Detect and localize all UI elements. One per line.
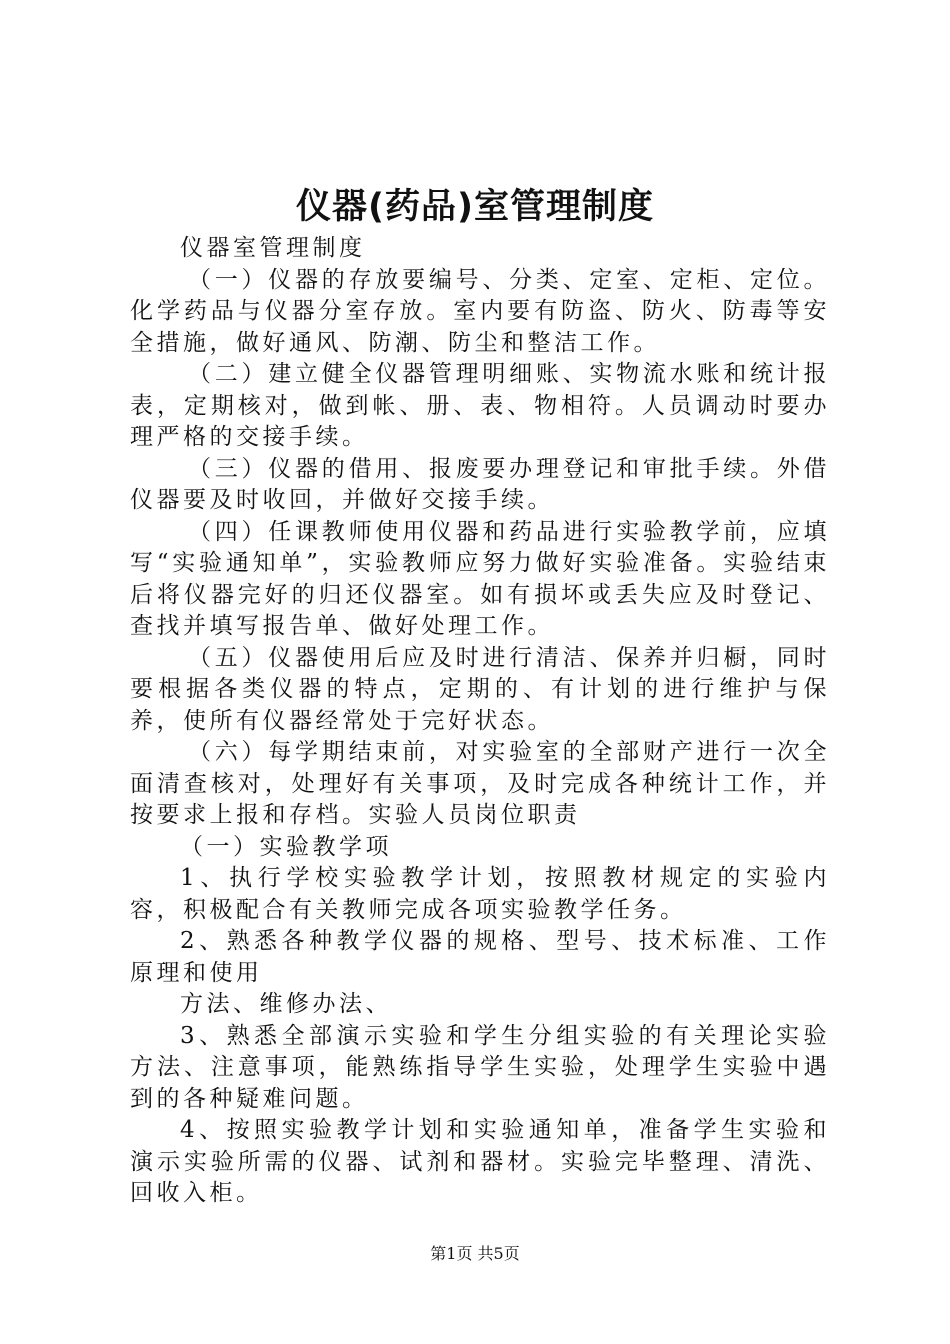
paragraph: （六）每学期结束前，对实验室的全部财产进行一次全面清查核对，处理好有关事项，及时完成各种统计工作，并按要求上报和存档。实验人员岗位职责	[130, 739, 830, 828]
section-heading: 仪器室管理制度	[180, 235, 366, 261]
list-item: 2、熟悉各种教学仪器的规格、型号、技术标准、工作原理和使用	[130, 928, 830, 986]
paragraph: （五）仪器使用后应及时进行清洁、保养并归橱，同时要根据各类仪器的特点，定期的、有计划的进行维护与保养，使所有仪器经常处于完好状态。	[130, 644, 830, 734]
list-item: 1、执行学校实验教学计划，按照教材规定的实验内容，积极配合有关教师完成各项实验教学任务。	[130, 865, 830, 923]
list-item: 4、按照实验教学计划和实验通知单，准备学生实验和演示实验所需的仪器、试剂和器材。实验完毕整理、清洗、回收入柜。	[130, 1117, 830, 1206]
paragraph: （四）任课教师使用仪器和药品进行实验教学前，应填写“实验通知单”，实验教师应努力做好实验准备。实验结束后将仪器完好的归还仪器室。如有损坏或丢失应及时登记、查找并填写报告单、做好处理工作。	[130, 518, 830, 639]
document-title: 仪器(药品)室管理制度	[296, 187, 654, 227]
list-item: 3、熟悉全部演示实验和学生分组实验的有关理论实验方法、注意事项，能熟练指导学生实验，处理学生实验中遇到的各种疑难问题。	[130, 1022, 830, 1112]
document-body	[130, 233, 830, 1210]
paragraph: （二）建立健全仪器管理明细账、实物流水账和统计报表，定期核对，做到帐、册、表、物相符。人员调动时要办理严格的交接手续。	[130, 361, 830, 450]
paragraph: （一）仪器的存放要编号、分类、定室、定柜、定位。化学药品与仪器分室存放。室内要有防盗、防火、防毒等安全措施，做好通风、防潮、防尘和整洁工作。	[130, 266, 830, 356]
page-number-footer: 第1页 共5页	[430, 1244, 520, 1263]
list-item-continuation: 方法、维修办法、	[180, 991, 392, 1017]
paragraph: （三）仪器的借用、报废要办理登记和审批手续。外借仪器要及时收回，并做好交接手续。	[130, 455, 830, 513]
sub-heading: （一）实验教学项	[180, 833, 392, 860]
